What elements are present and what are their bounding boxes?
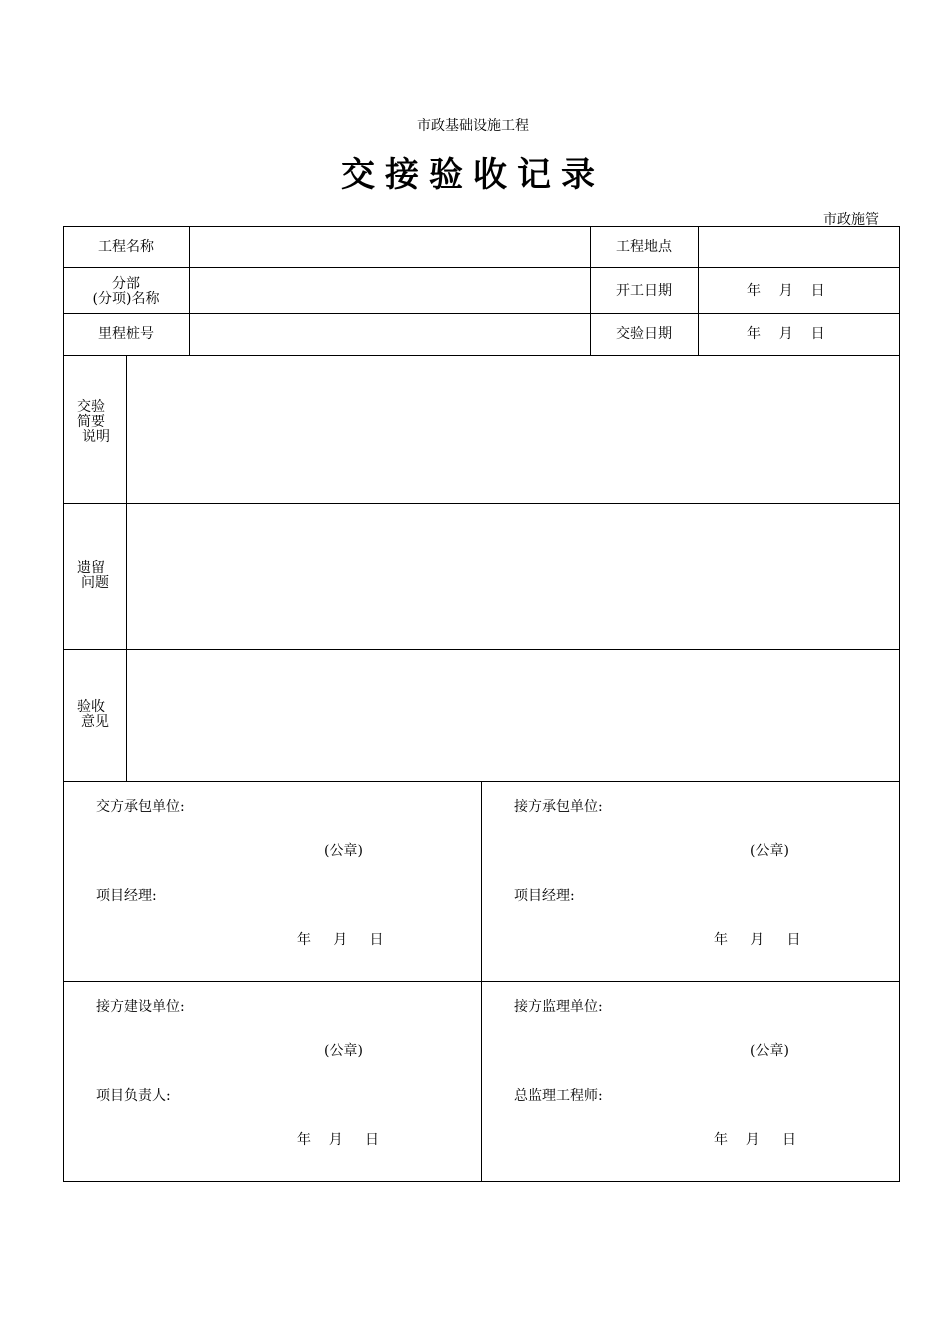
handing-contractor-seal: (公章) — [324, 843, 363, 859]
mileage-label: 里程桩号 — [98, 326, 154, 342]
opinion-label — [70, 700, 114, 730]
summary-label — [70, 400, 114, 445]
chief-supervisor-label: 总监理工程师: — [514, 1088, 603, 1104]
summary-field[interactable] — [128, 357, 898, 502]
issues-label-line1: 遗留 — [77, 560, 105, 576]
receiving-owner-seal: (公章) — [324, 1043, 363, 1059]
receiving-owner-label: 接方建设单位: — [96, 999, 185, 1015]
subitem-label — [63, 277, 189, 307]
subitem-label-line2: (分项)名称 — [92, 291, 160, 307]
receiving-project-manager-label: 项目经理: — [514, 888, 575, 904]
receiving-contractor-label: 接方承包单位: — [514, 799, 603, 815]
opinion-label-line1: 验收 — [77, 699, 105, 715]
summary-label-line2: 简要 — [77, 414, 105, 430]
issues-field[interactable] — [128, 505, 898, 648]
issues-label — [70, 561, 114, 591]
subitem-name-field[interactable] — [191, 269, 589, 312]
receiving-owner-date[interactable]: 年 月 日 — [297, 1132, 380, 1148]
owner-project-lead-label: 项目负责人: — [96, 1088, 171, 1104]
document-subtitle: 市政基础设施工程 — [417, 118, 529, 134]
project-name-field[interactable] — [191, 228, 589, 266]
project-location-label: 工程地点 — [616, 239, 672, 255]
summary-label-line3: 说明 — [82, 429, 110, 445]
handing-contractor-label: 交方承包单位: — [96, 799, 185, 815]
mileage-field[interactable] — [191, 315, 589, 354]
document-title: 交接验收记录 — [341, 155, 605, 195]
handover-date-label: 交验日期 — [616, 326, 672, 342]
form-code: 市政施管 — [823, 212, 879, 228]
opinion-field[interactable] — [128, 651, 898, 780]
handover-date-value[interactable]: 年 月 日 — [747, 326, 825, 342]
subitem-label-line1: 分部 — [112, 276, 140, 292]
handing-contractor-date[interactable]: 年 月 日 — [297, 932, 384, 948]
receiving-supervisor-seal: (公章) — [750, 1043, 789, 1059]
receiving-contractor-seal: (公章) — [750, 843, 789, 859]
project-location-field[interactable] — [700, 228, 898, 266]
opinion-label-line2: 意见 — [81, 714, 109, 730]
receiving-supervisor-date[interactable]: 年 月 日 — [714, 1132, 797, 1148]
receiving-contractor-date[interactable]: 年 月 日 — [714, 932, 801, 948]
start-date-label: 开工日期 — [616, 283, 672, 299]
issues-label-line2: 问题 — [81, 575, 109, 591]
summary-label-line1: 交验 — [77, 399, 105, 415]
start-date-value[interactable]: 年 月 日 — [747, 283, 825, 299]
receiving-supervisor-label: 接方监理单位: — [514, 999, 603, 1015]
handing-project-manager-label: 项目经理: — [96, 888, 157, 904]
project-name-label: 工程名称 — [98, 239, 154, 255]
